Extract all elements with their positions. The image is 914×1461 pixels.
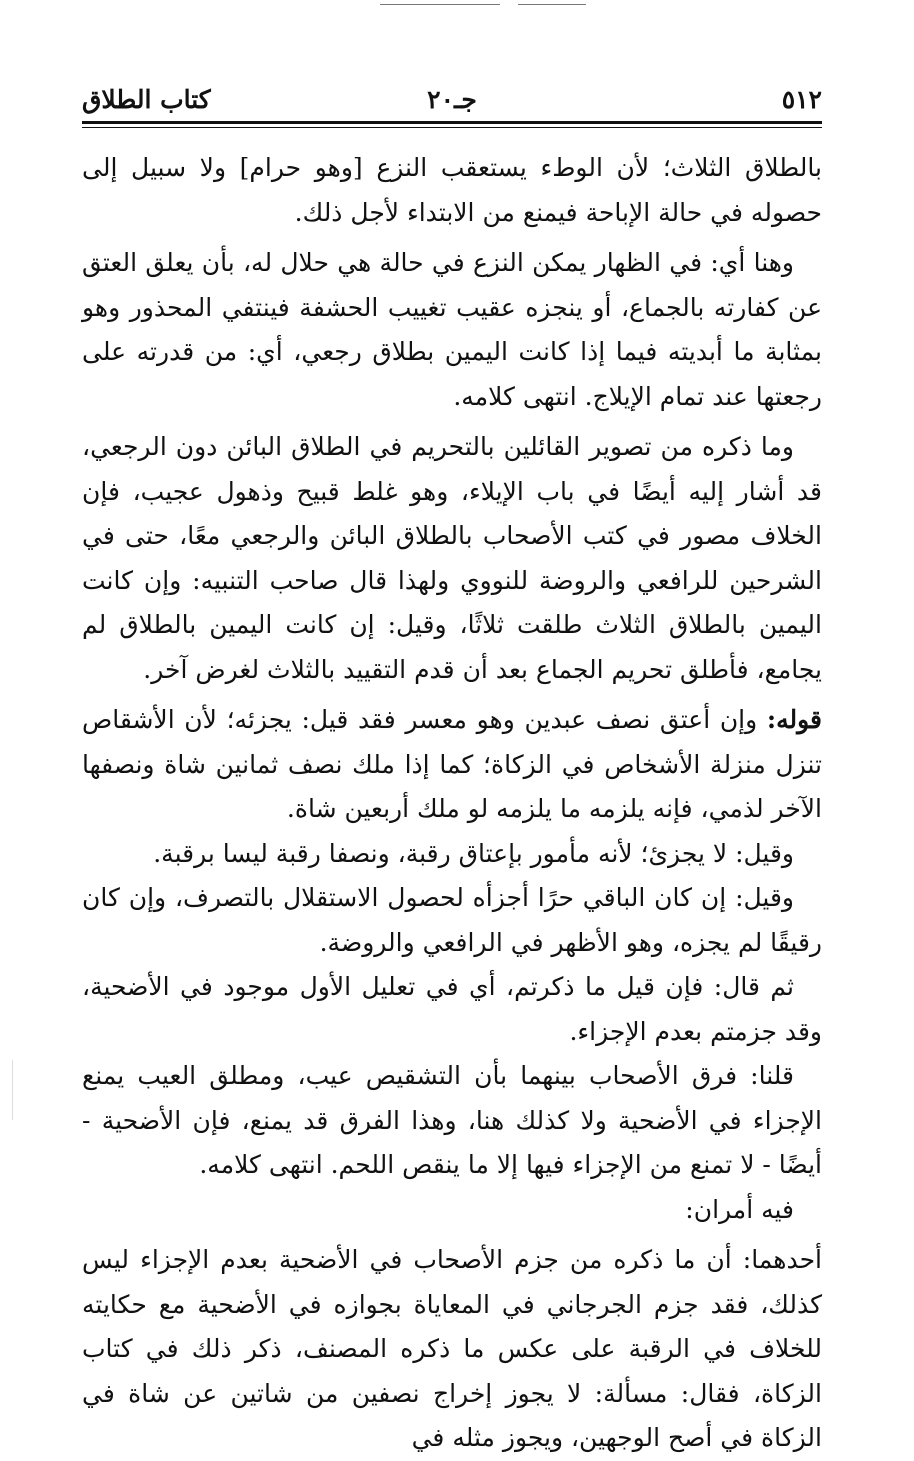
paragraph-text: وقيل: لا يجزئ؛ لأنه مأمور بإعتاق رقبة، ونصفا رقبة ليسا برقبة.: [153, 838, 794, 868]
book-title: كتاب الطلاق: [82, 85, 211, 114]
paragraph-text: بالطلاق الثلاث؛ لأن الوطء يستعقب النزع [وهو حرام] ولا سبيل إلى حصوله في حالة الإباحة فيمنع من الابتداء لأجل ذلك.: [82, 153, 822, 227]
scan-mark: [518, 4, 586, 5]
paragraph-text: قلنا: فرق الأصحاب بينهما بأن التشقيص عيب، ومطلق العيب يمنع الإجزاء في الأضحية ولا كذلك هنا، وهذا الفرق قد يمنع، فإن الأضحية - أيضًا - لا تمنع من الإجزاء فيها إلا ما ينقص اللحم. انتهى كلامه.: [82, 1061, 822, 1179]
paragraph: [82, 965, 822, 1054]
paragraph: [82, 698, 822, 832]
page-number: ٥١٢: [781, 85, 822, 114]
scan-edge-mark: [12, 1060, 13, 1120]
paragraph-text: وهنا أي: في الظهار يمكن النزع في حالة هي حلال له، بأن يعلق العتق عن كفارته بالجماع، أو ينجزه عقيب تغييب الحشفة فينتفي المحذور وهو بمثابة ما أبديته فيما إذا كانت اليمين بطلاق رجعي، أي: من قدرته على رجعتها عند تمام الإيلاج. انتهى كلامه.: [82, 248, 822, 411]
paragraph-text: وإن أعتق نصف عبدين وهو معسر فقد قيل: يجزئه؛ لأن الأشقاص تنزل منزلة الأشخاص في الزكاة؛ كما إذا ملك نصف ثمانين شاة ونصفها الآخر لذمي، فإنه يلزمه ما يلزمه لو ملك أربعين شاة.: [82, 705, 822, 823]
paragraph: [82, 146, 822, 235]
paragraph-text: ثم قال: فإن قيل ما ذكرتم، أي في تعليل الأول موجود في الأضحية، وقد جزمتم بعدم الإجزاء.: [82, 972, 822, 1046]
paragraph: [82, 241, 822, 419]
scan-mark: [380, 4, 500, 5]
paragraph: [82, 876, 822, 965]
paragraph: [82, 832, 822, 877]
page-header: [82, 82, 822, 118]
paragraph-text: فيه أمران:: [685, 1194, 794, 1224]
paragraph: [82, 425, 822, 692]
top-scan-marks: [0, 4, 914, 8]
paragraph: [82, 1188, 822, 1233]
paragraph: [82, 1238, 822, 1461]
paragraph-text: أحدهما: أن ما ذكره من جزم الأصحاب في الأضحية بعدم الإجزاء ليس كذلك، فقد جزم الجرجاني في المعاياة بجوازه في الأضحية مع حكايته للخلاف في الرقبة على عكس ما ذكره المصنف، ذكر ذلك في كتاب الزكاة، فقال: مسألة: لا يجوز إخراج نصفين من شاتين عن شاة في الزكاة في أصح الوجهين، ويجوز مثله في: [82, 1245, 822, 1452]
header-rule-thick: [82, 121, 822, 124]
page-body: [82, 146, 822, 1461]
paragraph-lead: قوله:: [766, 705, 822, 734]
header-rule-thin: [82, 127, 822, 128]
paragraph-text: وما ذكره من تصوير القائلين بالتحريم في الطلاق البائن دون الرجعي، قد أشار إليه أيضًا في باب الإيلاء، وهو غلط قبيح وذهول عجيب، فإن الخلاف مصور في كتب الأصحاب بالطلاق البائن والرجعي معًا، حتى في الشرحين للرافعي والروضة للنووي ولهذا قال صاحب التنبيه: وإن كانت اليمين بالطلاق الثلاث طلقت ثلاثًا، وقيل: إن كانت اليمين بالطلاق لم يجامع، فأطلق تحريم الجماع بعد أن قدم التقييد بالثلاث لغرض آخر.: [82, 432, 822, 684]
paragraph: [82, 1054, 822, 1188]
volume-label: جـ٢٠: [427, 85, 477, 114]
paragraph-text: وقيل: إن كان الباقي حرًا أجزأه لحصول الاستقلال بالتصرف، وإن كان رقيقًا لم يجزه، وهو الأظهر في الرافعي والروضة.: [82, 883, 822, 957]
